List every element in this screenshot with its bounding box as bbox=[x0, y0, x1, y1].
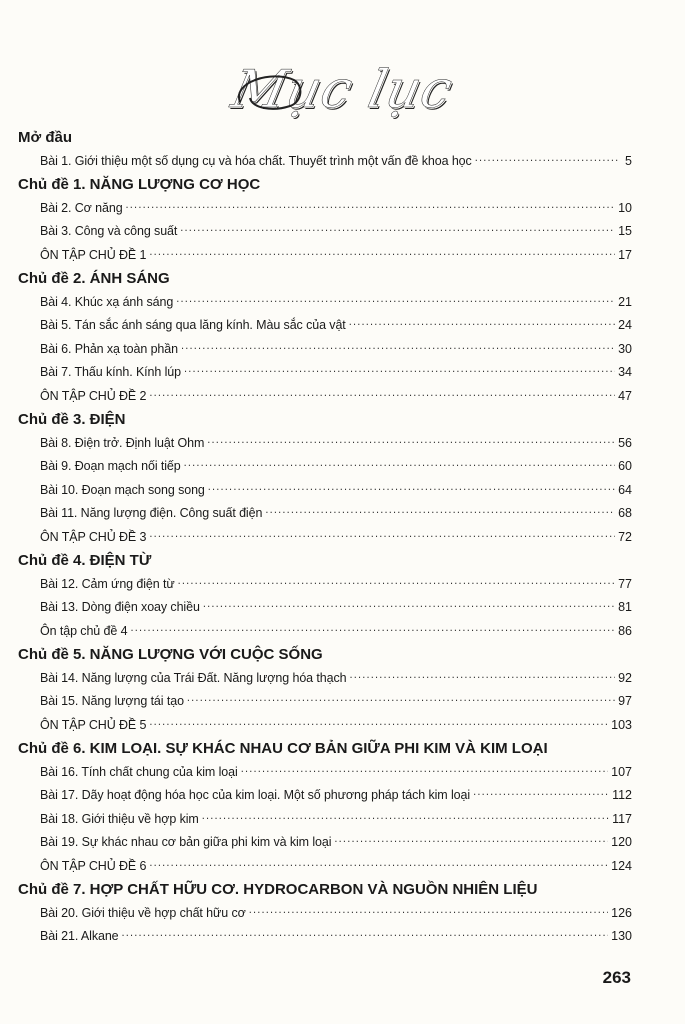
toc-entry bbox=[18, 760, 632, 785]
entry-label: ÔN TẬP CHỦ ĐỀ 2 bbox=[40, 388, 147, 403]
dot-leader bbox=[176, 293, 615, 306]
entry-label: Bài 2. Cơ năng bbox=[40, 200, 123, 215]
entry-page-number: 86 bbox=[618, 623, 632, 638]
toc-entry bbox=[18, 360, 632, 385]
toc-section bbox=[18, 643, 632, 737]
dot-leader bbox=[203, 599, 615, 612]
toc-entry bbox=[18, 431, 632, 456]
toc-entry bbox=[18, 501, 632, 526]
entry-page-number: 81 bbox=[618, 599, 632, 615]
toc-entry bbox=[18, 149, 632, 174]
toc-entry bbox=[18, 454, 632, 479]
dot-leader bbox=[349, 669, 615, 682]
dot-leader bbox=[208, 481, 615, 494]
entry-label: Bài 21. Alkane bbox=[40, 928, 119, 944]
toc-section bbox=[18, 549, 632, 643]
toc-entry bbox=[18, 924, 632, 949]
entry-page-number: 24 bbox=[618, 317, 632, 333]
toc-entry bbox=[18, 196, 632, 221]
toc-entry bbox=[18, 219, 632, 244]
toc-section bbox=[18, 126, 632, 173]
entry-label: ÔN TẬP CHỦ ĐỀ 3 bbox=[40, 529, 147, 544]
toc-entry bbox=[18, 337, 632, 362]
entry-page-number: 64 bbox=[618, 482, 632, 497]
section-title: Chủ đề 7. HỢP CHẤT HỮU CƠ. HYDROCARBON VÀ NGUỒN NHIÊN LIỆU bbox=[18, 881, 538, 898]
entry-label: ÔN TẬP CHỦ ĐỀ 1 bbox=[40, 247, 147, 262]
entry-label: Bài 17. Dãy hoạt động hóa học của kim loại. Một số phương pháp tách kim loại bbox=[40, 787, 471, 803]
toc-entry bbox=[18, 290, 632, 315]
entry-page-number: 130 bbox=[611, 928, 632, 944]
dot-leader bbox=[475, 152, 619, 165]
entry-page-number: 21 bbox=[618, 294, 632, 309]
toc-section bbox=[18, 408, 632, 549]
entry-page-number: 72 bbox=[618, 529, 632, 544]
toc-entry bbox=[18, 830, 632, 855]
toc-entry bbox=[18, 854, 632, 879]
entry-label: Bài 14. Năng lượng của Trái Đất. Năng lượng hóa thạch bbox=[40, 670, 347, 685]
section-title: Mở đầu bbox=[18, 129, 72, 146]
entry-page-number: 124 bbox=[611, 858, 632, 873]
dot-leader bbox=[473, 787, 609, 800]
entry-page-number: 47 bbox=[618, 388, 632, 403]
entry-page-number: 68 bbox=[618, 505, 632, 521]
toc-entry bbox=[18, 384, 632, 409]
toc-section bbox=[18, 173, 632, 267]
section-title: Chủ đề 6. KIM LOẠI. SỰ KHÁC NHAU CƠ BẢN GIỮA PHI KIM VÀ KIM LOẠI bbox=[18, 740, 548, 757]
entry-label: ÔN TẬP CHỦ ĐỀ 6 bbox=[40, 858, 147, 873]
toc-section bbox=[18, 878, 632, 949]
toc-entry bbox=[18, 689, 632, 714]
section-title: Chủ đề 4. ĐIỆN TỪ bbox=[18, 552, 152, 569]
entry-label: Bài 15. Năng lượng tái tạo bbox=[40, 693, 184, 709]
entry-label: Bài 16. Tính chất chung của kim loại bbox=[40, 764, 238, 779]
entry-page-number: 77 bbox=[618, 576, 632, 591]
entry-page-number: 120 bbox=[611, 834, 632, 850]
toc-entry bbox=[18, 313, 632, 338]
section-title: Chủ đề 5. NĂNG LƯỢNG VỚI CUỘC SỐNG bbox=[18, 646, 323, 663]
entry-page-number: 17 bbox=[618, 247, 632, 262]
entry-page-number: 15 bbox=[618, 223, 632, 239]
toc-entry bbox=[18, 901, 632, 926]
dot-leader bbox=[178, 575, 615, 588]
dot-leader bbox=[249, 904, 608, 917]
entry-page-number: 56 bbox=[618, 435, 632, 450]
entry-label: Bài 6. Phản xạ toàn phần bbox=[40, 341, 178, 356]
entry-page-number: 117 bbox=[612, 811, 632, 826]
entry-label: Bài 1. Giới thiệu một số dụng cụ và hóa chất. Thuyết trình một vấn đề khoa học bbox=[40, 153, 472, 168]
dot-leader bbox=[184, 364, 615, 377]
toc-entry bbox=[18, 619, 632, 644]
entry-label: Bài 13. Dòng điện xoay chiều bbox=[40, 599, 200, 615]
dot-leader bbox=[149, 387, 615, 400]
section-title: Chủ đề 2. ÁNH SÁNG bbox=[18, 270, 170, 287]
dot-leader bbox=[126, 199, 616, 212]
dot-leader bbox=[202, 810, 609, 823]
dot-leader bbox=[334, 834, 608, 847]
entry-label: ÔN TẬP CHỦ ĐỀ 5 bbox=[40, 717, 147, 732]
dot-leader bbox=[181, 340, 615, 353]
entry-label: Bài 11. Năng lượng điện. Công suất điện bbox=[40, 505, 263, 521]
entry-page-number: 5 bbox=[625, 153, 632, 168]
dot-leader bbox=[349, 317, 615, 330]
toc-entry bbox=[18, 783, 632, 808]
dot-leader bbox=[130, 622, 615, 635]
entry-label: Bài 19. Sự khác nhau cơ bản giữa phi kim và kim loại bbox=[40, 834, 332, 850]
dot-leader bbox=[149, 246, 615, 259]
entry-page-number: 30 bbox=[618, 341, 632, 356]
entry-label: Bài 4. Khúc xạ ánh sáng bbox=[40, 294, 174, 309]
toc-entry bbox=[18, 572, 632, 597]
toc-entry bbox=[18, 807, 632, 832]
toc-entry bbox=[18, 525, 632, 550]
entry-label: Bài 9. Đoạn mạch nối tiếp bbox=[40, 458, 181, 474]
entry-page-number: 107 bbox=[611, 764, 632, 779]
section-title: Chủ đề 1. NĂNG LƯỢNG CƠ HỌC bbox=[18, 176, 261, 193]
entry-label: Bài 7. Thấu kính. Kính lúp bbox=[40, 364, 182, 380]
entry-page-number: 112 bbox=[612, 787, 632, 803]
page-number: 263 bbox=[602, 968, 631, 987]
toc-entry bbox=[18, 478, 632, 503]
entry-page-number: 103 bbox=[611, 717, 632, 732]
dot-leader bbox=[149, 857, 608, 870]
toc-entry bbox=[18, 666, 632, 691]
entry-label: Bài 8. Điện trở. Định luật Ohm bbox=[40, 435, 205, 450]
entry-label: Bài 20. Giới thiệu về hợp chất hữu cơ bbox=[40, 905, 246, 920]
entry-label: Bài 10. Đoạn mạch song song bbox=[40, 482, 205, 497]
dot-leader bbox=[241, 763, 608, 776]
entry-page-number: 34 bbox=[618, 364, 632, 380]
dot-leader bbox=[184, 458, 615, 471]
entry-label: Bài 3. Công và công suất bbox=[40, 223, 178, 239]
dot-leader bbox=[207, 434, 615, 447]
entry-label: Bài 5. Tán sắc ánh sáng qua lăng kính. Màu sắc của vật bbox=[40, 317, 346, 333]
table-of-contents bbox=[18, 126, 632, 949]
entry-page-number: 92 bbox=[618, 670, 632, 685]
dot-leader bbox=[149, 528, 615, 541]
entry-page-number: 60 bbox=[618, 458, 632, 474]
title-flourish-icon bbox=[232, 62, 452, 122]
entry-page-number: 97 bbox=[618, 693, 632, 709]
dot-leader bbox=[180, 223, 615, 236]
entry-label: Bài 18. Giới thiệu về hợp kim bbox=[40, 811, 199, 826]
entry-label: Ôn tập chủ đề 4 bbox=[40, 623, 128, 638]
toc-entry bbox=[18, 243, 632, 268]
toc-section bbox=[18, 267, 632, 408]
dot-leader bbox=[149, 716, 608, 729]
toc-section bbox=[18, 737, 632, 878]
entry-page-number: 10 bbox=[618, 200, 632, 215]
entry-label: Bài 12. Cảm ứng điện từ bbox=[40, 576, 175, 591]
dot-leader bbox=[122, 928, 609, 941]
toc-entry bbox=[18, 713, 632, 738]
entry-page-number: 126 bbox=[611, 905, 632, 920]
dot-leader bbox=[265, 505, 615, 518]
section-title: Chủ đề 3. ĐIỆN bbox=[18, 411, 126, 428]
toc-entry bbox=[18, 595, 632, 620]
page-title: Mục lục bbox=[226, 60, 459, 120]
dot-leader bbox=[187, 693, 615, 706]
